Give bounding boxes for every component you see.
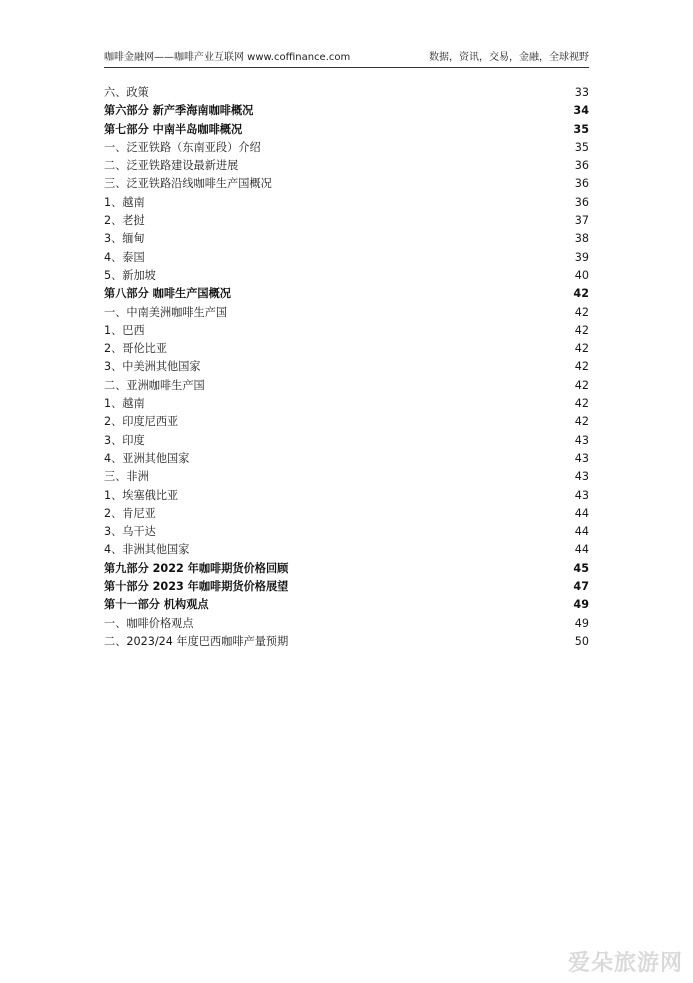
toc-entry[interactable]: [104, 432, 589, 450]
toc-entry-page-number: 35: [574, 140, 589, 154]
toc-entry-page-number: 44: [574, 543, 589, 557]
toc-entry-title: 六、政策: [104, 86, 149, 99]
toc-entry-title: 第九部分 2022 年咖啡期货价格回顾: [104, 561, 289, 575]
toc-entry-title: 1、埃塞俄比亚: [104, 488, 179, 502]
toc-entry-page-number: 36: [574, 159, 589, 173]
toc-entry[interactable]: [104, 340, 589, 358]
toc-entry-page-number: 50: [574, 634, 589, 648]
toc-entry-page-number: 44: [574, 525, 589, 539]
toc-entry[interactable]: [104, 541, 589, 559]
toc-entry[interactable]: [104, 322, 589, 340]
toc-entry[interactable]: [104, 560, 589, 578]
toc-entry-page-number: 42: [574, 378, 589, 392]
toc-entry-title: 一、咖啡价格观点: [104, 616, 194, 630]
toc-entry-title: 一、泛亚铁路（东南亚段）介绍: [104, 140, 261, 154]
header-tagline: 数据，资讯，交易，金融，全球视野: [429, 52, 589, 63]
toc-entry-title: 5、新加坡: [104, 268, 156, 282]
toc-entry-page-number: 35: [573, 122, 589, 136]
toc-entry-page-number: 44: [574, 506, 589, 520]
toc-entry-title: 第六部分 新产季海南咖啡概况: [104, 104, 254, 118]
toc-entry[interactable]: [104, 578, 589, 596]
watermark: 爱朵旅游网: [567, 951, 683, 976]
toc-entry-page-number: 37: [574, 214, 589, 228]
toc-entry[interactable]: [104, 377, 589, 395]
toc-entry[interactable]: [104, 212, 589, 230]
toc-entry-page-number: 42: [573, 287, 589, 301]
toc-entry-title: 2、肯尼亚: [104, 506, 156, 520]
toc-entry-page-number: 38: [574, 232, 589, 246]
toc-entry-page-number: 47: [573, 580, 589, 594]
toc-entry[interactable]: [104, 285, 589, 303]
toc-entry-title: 三、非洲: [104, 470, 149, 484]
toc-entry-page-number: 42: [574, 360, 589, 374]
toc-entry-title: 二、2023/24 年度巴西咖啡产量预期: [104, 634, 289, 648]
toc-entry[interactable]: [104, 194, 589, 212]
toc-entry[interactable]: [104, 102, 589, 120]
toc-entry-page-number: 49: [574, 616, 589, 630]
header-divider: [104, 67, 589, 68]
toc-entry[interactable]: [104, 523, 589, 541]
toc-entry-title: 第十部分 2023 年咖啡期货价格展望: [104, 580, 289, 594]
toc-entry-page-number: 42: [574, 305, 589, 319]
toc-entry-title: 2、老挝: [104, 214, 145, 228]
toc-entry-title: 1、越南: [104, 195, 145, 209]
page-header: [104, 50, 589, 66]
table-of-contents: [104, 84, 589, 651]
toc-entry-page-number: 42: [574, 415, 589, 429]
toc-entry-page-number: 42: [574, 397, 589, 411]
toc-entry[interactable]: [104, 249, 589, 267]
toc-entry-page-number: 33: [574, 86, 589, 99]
toc-entry[interactable]: [104, 358, 589, 376]
toc-entry-page-number: 43: [574, 433, 589, 447]
toc-entry-title: 3、中美洲其他国家: [104, 360, 201, 374]
toc-entry-title: 一、中南美洲咖啡生产国: [104, 305, 228, 319]
toc-entry-title: 2、印度尼西亚: [104, 415, 179, 429]
toc-entry-page-number: 39: [574, 250, 589, 264]
toc-entry-title: 1、巴西: [104, 323, 145, 337]
toc-entry-title: 4、非洲其他国家: [104, 543, 190, 557]
toc-entry-page-number: 43: [574, 470, 589, 484]
toc-entry[interactable]: [104, 395, 589, 413]
toc-entry-title: 第十一部分 机构观点: [104, 598, 209, 612]
toc-entry-title: 第七部分 中南半岛咖啡概况: [104, 122, 243, 136]
toc-entry[interactable]: [104, 633, 589, 651]
toc-entry-title: 2、哥伦比亚: [104, 342, 168, 356]
toc-entry[interactable]: [104, 121, 589, 139]
toc-entry-title: 3、缅甸: [104, 232, 145, 246]
toc-entry[interactable]: [104, 230, 589, 248]
toc-entry-page-number: 36: [574, 177, 589, 191]
toc-entry-title: 第八部分 咖啡生产国概况: [104, 287, 231, 301]
toc-entry[interactable]: [104, 139, 589, 157]
header-site-title: 咖啡金融网——咖啡产业互联网 www.coffinance.com: [104, 52, 351, 63]
toc-entry-title: 三、泛亚铁路沿线咖啡生产国概况: [104, 177, 272, 191]
toc-entry-page-number: 42: [574, 323, 589, 337]
toc-entry-title: 4、泰国: [104, 250, 145, 264]
toc-entry-title: 二、泛亚铁路建设最新进展: [104, 159, 239, 173]
toc-entry-title: 4、亚洲其他国家: [104, 451, 190, 465]
toc-entry-page-number: 43: [574, 451, 589, 465]
toc-entry[interactable]: [104, 267, 589, 285]
toc-entry-page-number: 49: [573, 598, 589, 612]
toc-entry-page-number: 34: [573, 104, 589, 118]
toc-entry-title: 二、亚洲咖啡生产国: [104, 378, 205, 392]
toc-entry-title: 3、印度: [104, 433, 145, 447]
toc-entry-title: 3、乌干达: [104, 525, 156, 539]
toc-entry[interactable]: [104, 505, 589, 523]
toc-entry-page-number: 36: [574, 195, 589, 209]
toc-entry-page-number: 43: [574, 488, 589, 502]
toc-entry[interactable]: [104, 596, 589, 614]
toc-entry[interactable]: [104, 615, 589, 633]
toc-entry-page-number: 45: [573, 561, 589, 575]
toc-entry-page-number: 40: [574, 268, 589, 282]
toc-entry[interactable]: [104, 175, 589, 193]
toc-entry[interactable]: [104, 450, 589, 468]
toc-entry[interactable]: [104, 157, 589, 175]
toc-entry[interactable]: [104, 84, 589, 102]
toc-entry[interactable]: [104, 413, 589, 431]
toc-entry-title: 1、越南: [104, 397, 145, 411]
toc-entry[interactable]: [104, 304, 589, 322]
toc-entry[interactable]: [104, 487, 589, 505]
toc-entry-page-number: 42: [574, 342, 589, 356]
toc-entry[interactable]: [104, 468, 589, 486]
